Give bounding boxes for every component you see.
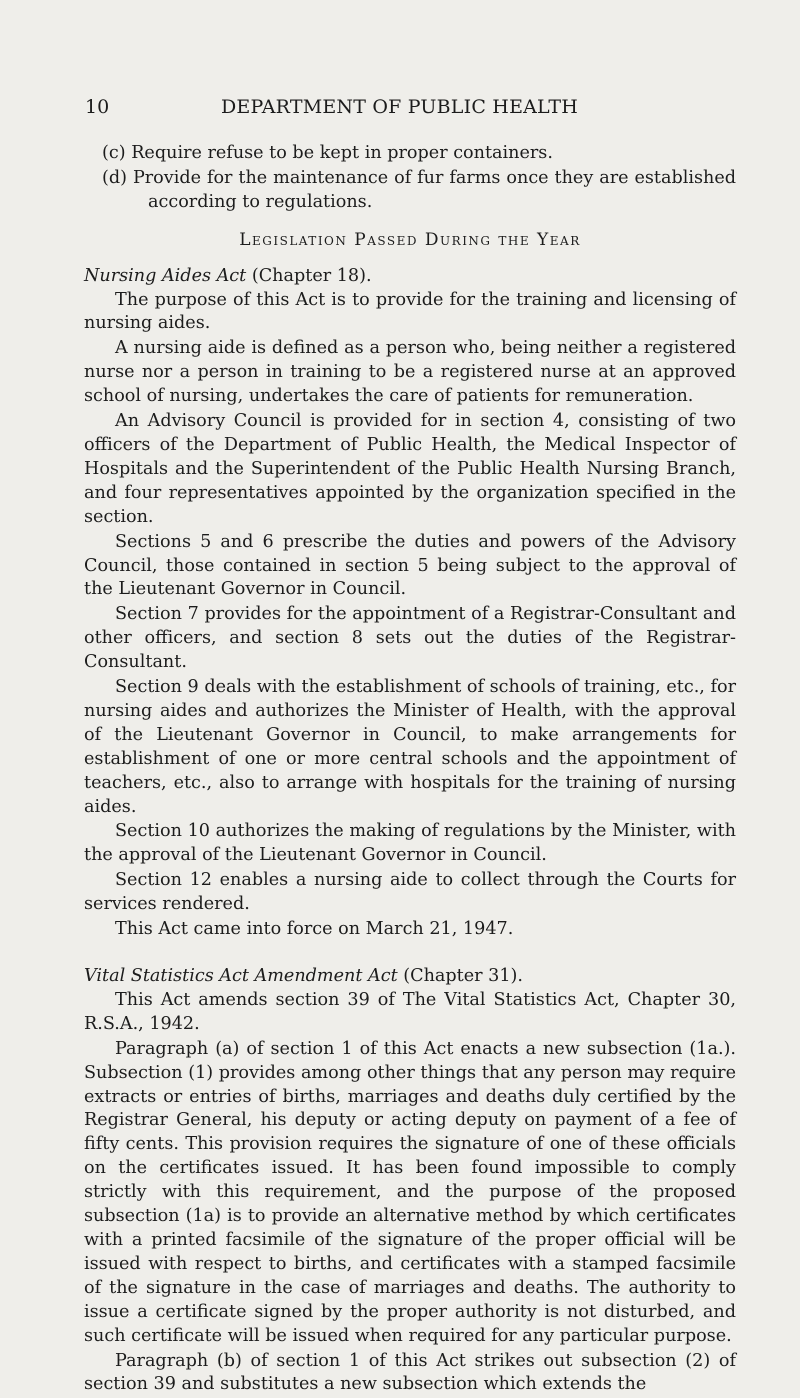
list-item-text: Provide for the maintenance of fur farms once they are established according to regulations.: [132, 167, 736, 212]
body-text: [84, 142, 736, 1398]
paragraph: The purpose of this Act is to provide for the training and licensing of nursing aides.: [84, 289, 736, 334]
paragraph: Paragraph (a) of section 1 of this Act enacts a new subsection (1a.). Subsection (1) provides among other things that any person may require extracts or entries of births, marriages and deaths duly certified by the Registrar General, his deputy or acting deputy on payment of a fee of fifty cents. This provision requires the signature of one of these officials on the certificates issued. It has been found impossible to comply strictly with this requirement, and the purpose of the proposed subsection (1a) is to provide an alternative method by which certificates with a printed facsimile of the signature of the proper official will be issued with respect to births, and certificates with a stamped facsimile of the signature in the case of marriages and deaths. The authority to issue a certificate signed by the proper authority is not disturbed, and such certificate will be issued when required for any particular purpose.: [84, 1038, 736, 1346]
list-item: [84, 142, 736, 166]
paragraph: Paragraph (b) of section 1 of this Act strikes out subsection (2) of section 39 and substitutes a new subsection which extends the: [84, 1350, 736, 1395]
paragraph: A nursing aide is defined as a person who, being neither a registered nurse nor a person in training to be a registered nurse at an approved school of nursing, undertakes the care of patients for remuneration.: [84, 338, 736, 407]
act-chapter: (Chapter 31).: [397, 966, 523, 986]
paragraph: Section 10 authorizes the making of regulations by the Minister, with the approval of the Lieutenant Governor in Council.: [84, 821, 736, 866]
act-title: [84, 265, 736, 289]
section-gap: [84, 943, 736, 965]
running-head: DEPARTMENT OF PUBLIC HEALTH: [221, 96, 578, 118]
act-name: Vital Statistics Act Amendment Act: [84, 966, 398, 986]
list-item: [84, 167, 736, 215]
page-header: [85, 96, 725, 126]
section-heading: Legislation Passed During the Year: [239, 229, 581, 250]
paragraph: This Act came into force on March 21, 1947.: [115, 919, 514, 940]
list-item-label: (d): [102, 167, 127, 188]
paragraph: Sections 5 and 6 prescribe the duties and powers of the Advisory Council, those contained in section 5 being subject to the approval of the Lieutenant Governor in Council.: [84, 531, 736, 600]
list-item-text: Require refuse to be kept in proper containers.: [131, 143, 553, 163]
page-number: 10: [85, 96, 110, 118]
paragraph: An Advisory Council is provided for in section 4, consisting of two officers of the Department of Public Health, the Medical Inspector of Hospitals and the Superintendent of the Public Health Nursing Branch, and four representatives appointed by the organization specified in the section.: [84, 411, 736, 527]
paragraph: Section 9 deals with the establishment of schools of training, etc., for nursing aides and authorizes the Minister of Health, with the approval of the Lieutenant Governor in Council, to make arrangements for establishment of one or more central schools and the appointment of teachers, etc., also to arrange with hospitals for the training of nursing aides.: [84, 677, 736, 817]
act-chapter: (Chapter 18).: [246, 265, 372, 286]
act-name: Nursing Aides Act: [84, 265, 247, 286]
paragraph: Section 7 provides for the appointment of a Registrar-Consultant and other officers, and section 8 sets out the duties of the Registrar-Consultant.: [84, 604, 736, 673]
paragraph: Section 12 enables a nursing aide to collect through the Courts for services rendered.: [84, 870, 736, 915]
paragraph: This Act amends section 39 of The Vital Statistics Act, Chapter 30, R.S.A., 1942.: [84, 989, 736, 1034]
list-item-label: (c): [102, 143, 126, 163]
act-title: [84, 965, 736, 989]
